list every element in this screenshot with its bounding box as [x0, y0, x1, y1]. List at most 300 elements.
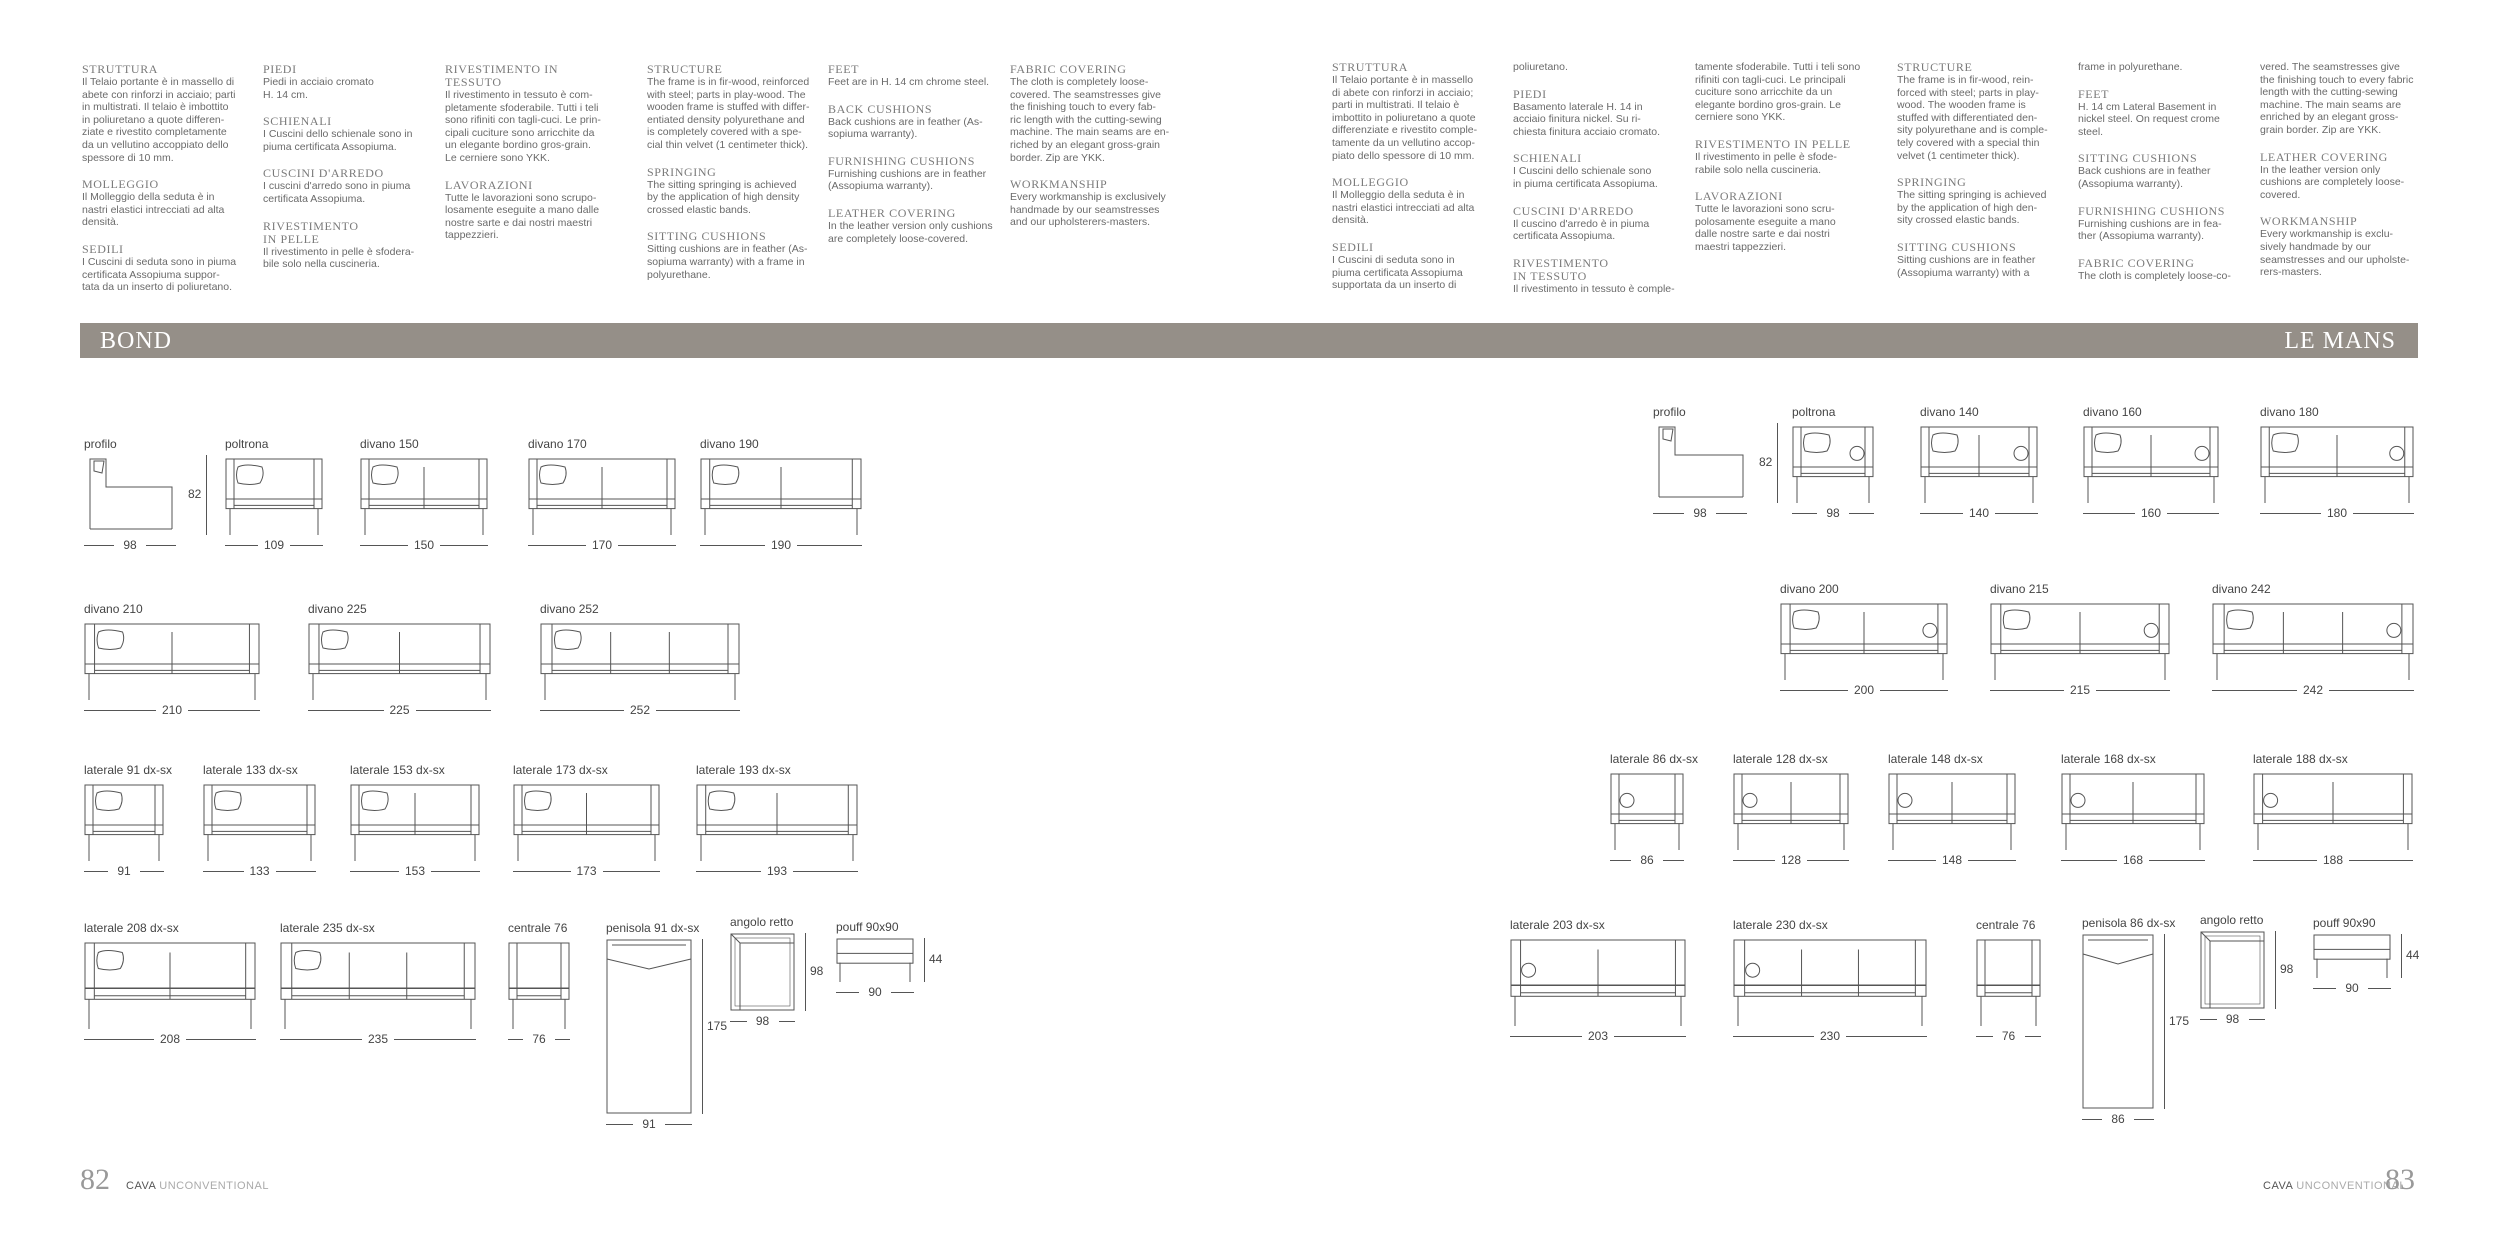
profile-outline — [90, 459, 172, 529]
model-outline — [508, 939, 570, 1029]
width-dimension: 208 — [159, 1032, 181, 1046]
spec-text: The cloth is completely loose- covered. The seamstresses give the finishing touch to every fab- ric length with the cutting-sewing machine. The main seams are en- riched by an elegant gross-grain border. Zip are YKK. — [1010, 76, 1170, 164]
spec-heading: MOLLEGGIO — [1332, 175, 1409, 190]
spec-column — [82, 63, 254, 294]
spec-heading: FURNISHING CUSHIONS — [828, 153, 976, 168]
sofa-outline — [1734, 940, 1926, 1026]
model-label: laterale 203 dx-sx — [1510, 918, 1605, 932]
model-label: divano 210 — [84, 602, 143, 616]
sofa-outline — [309, 624, 490, 700]
dimension-line — [1888, 860, 1936, 861]
model-outline — [84, 620, 260, 700]
model-outline — [1990, 600, 2170, 680]
pouf-outline — [2314, 935, 2390, 978]
sofa-outline — [2254, 774, 2412, 850]
model-label: laterale 173 dx-sx — [513, 763, 608, 777]
width-dimension: 252 — [629, 703, 651, 717]
width-dimension: 90 — [868, 985, 882, 999]
model-outline — [2260, 423, 2414, 503]
dimension-line — [730, 1021, 747, 1022]
model-outline — [606, 939, 692, 1114]
width-dimension: 98 — [1693, 506, 1707, 520]
spec-text: Il Telaio portante è in massello di abete con rinforzi in acciaio; parti in multistrati. Il telaio è imbottito in poliuretano a quote differen- ziate e rivestito completamente da un vellutino accoppiato dello spessore di 10 mm. — [82, 76, 236, 164]
dimension-line — [2349, 860, 2413, 861]
spec-heading: FABRIC COVERING — [1010, 62, 1127, 76]
width-dimension: 190 — [770, 538, 792, 552]
model-label: laterale 235 dx-sx — [280, 921, 375, 935]
height-dimension: 44 — [929, 952, 943, 966]
spec-heading: SITTING CUSHIONS — [1897, 239, 2017, 254]
dimension-line — [394, 1039, 476, 1040]
brand-name: CAVA — [126, 1180, 156, 1192]
model-label: angolo retto — [730, 915, 794, 929]
model-outline — [203, 781, 316, 861]
height-dimension: 98 — [810, 964, 824, 978]
model-label: profilo — [1653, 405, 1686, 419]
dimension-line — [203, 871, 244, 872]
model-outline — [2313, 934, 2391, 978]
model-outline — [513, 781, 660, 861]
spec-text: Il rivestimento in pelle è sfode- rabile solo nella cuscineria. — [1695, 150, 1837, 176]
width-dimension: 91 — [642, 1117, 656, 1131]
dimension-line — [1663, 860, 1684, 861]
sofa-outline — [697, 785, 857, 861]
dimension-line — [1780, 690, 1848, 691]
spec-column — [828, 63, 1000, 245]
spec-column — [1897, 61, 2069, 279]
dimension-line — [290, 545, 323, 546]
dimension-line — [84, 710, 156, 711]
sofa-outline — [351, 785, 479, 861]
model-outline — [350, 781, 480, 861]
model-label: pouff 90x90 — [2313, 916, 2376, 930]
dimension-line — [1846, 1036, 1927, 1037]
dimension-line — [2401, 934, 2402, 978]
model-outline — [1733, 936, 1927, 1026]
model-label: laterale 153 dx-sx — [350, 763, 445, 777]
spec-heading: STRUCTURE — [1897, 60, 1973, 74]
sofa-outline — [281, 943, 475, 1029]
spec-heading: RIVESTIMENTO IN PELLE — [263, 218, 359, 246]
width-dimension: 98 — [755, 1014, 770, 1028]
spec-heading: RIVESTIMENTO IN TESSUTO — [445, 62, 559, 89]
dimension-line — [1807, 860, 1849, 861]
model-outline — [2082, 934, 2154, 1109]
dimension-line — [2061, 860, 2117, 861]
dimension-line — [1920, 513, 1963, 514]
spec-text: Feet are in H. 14 cm chrome steel. — [828, 76, 990, 88]
dimension-line — [2249, 1019, 2266, 1020]
sofa-outline — [509, 943, 569, 1029]
dimension-line — [603, 871, 661, 872]
sofa-outline — [701, 459, 861, 535]
dimension-line — [618, 545, 676, 546]
spec-column — [263, 63, 435, 271]
model-label: laterale 193 dx-sx — [696, 763, 791, 777]
spec-text: The frame is in fir-wood, rein- forced with steel; parts in play- wood. The wooden frame is stuffed with differentiated den- sity polyurethane and is comple- tely covered with a special thin velvet (1 centimeter thick). — [1897, 74, 2048, 162]
spec-text: Furnishing cushions are in fea- ther (Assopiuma warranty). — [2078, 217, 2222, 243]
spec-heading: SITTING CUSHIONS — [647, 229, 767, 244]
model-outline — [1733, 770, 1849, 850]
model-label: laterale 208 dx-sx — [84, 921, 179, 935]
spec-heading: SPRINGING — [1897, 175, 1967, 190]
dimension-line — [513, 871, 571, 872]
spec-text: The sitting springing is achieved by the application of high density crossed elastic bands. — [647, 178, 800, 216]
sofa-outline — [85, 943, 255, 1029]
dimension-line — [606, 1124, 633, 1125]
width-dimension: 153 — [404, 864, 426, 878]
sofa-outline — [85, 624, 259, 700]
sofa-outline — [85, 785, 163, 861]
dimension-line — [2083, 513, 2135, 514]
corner-outline — [2201, 932, 2264, 1008]
model-label: centrale 76 — [508, 921, 568, 935]
spec-text: Il rivestimento in tessuto è comple- — [1513, 282, 1675, 295]
width-dimension: 109 — [263, 538, 285, 552]
spec-text: poliuretano. — [1513, 61, 1568, 73]
dimension-line — [1733, 1036, 1814, 1037]
dimension-line — [805, 933, 806, 1011]
model-label: divano 242 — [2212, 582, 2271, 596]
width-dimension: 76 — [532, 1032, 546, 1046]
width-dimension: 86 — [1640, 853, 1654, 867]
dimension-line — [350, 871, 399, 872]
width-dimension: 170 — [591, 538, 613, 552]
model-outline — [700, 455, 862, 535]
dimension-line — [779, 1021, 796, 1022]
spec-text: Il Molleggio della seduta è in nastri elastici intrecciati ad alta densità. — [1332, 189, 1475, 227]
sofa-outline — [1781, 604, 1947, 680]
spec-heading: LEATHER COVERING — [2260, 149, 2388, 164]
model-outline — [2253, 770, 2413, 850]
dimension-line — [280, 1039, 362, 1040]
sofa-outline — [2084, 427, 2218, 503]
dimension-line — [1653, 513, 1684, 514]
dimension-line — [188, 710, 260, 711]
width-dimension: 173 — [576, 864, 597, 878]
dimension-line — [360, 545, 408, 546]
dimension-line — [528, 545, 586, 546]
spec-text: Il Telaio portante è in massello di abete con rinforzi in acciaio; parti in multistrati. Il telaio è imbottito in poliuretano a quote differenziate e rivestito comple- tamente da un vellutino accop- piato dello spessore di 10 mm. — [1332, 74, 1478, 162]
chaise-outline — [607, 940, 691, 1113]
spec-text: Tutte le lavorazioni sono scru- polosamente eseguite a mano dalle nostre sarte e dai nostri maestri tappezzieri. — [1695, 203, 1836, 253]
spec-heading: MOLLEGGIO — [82, 177, 159, 192]
height-dimension: 175 — [2169, 1013, 2190, 1028]
spec-text: Every workmanship is exclu- sively handmade by our seamstresses and our upholste- rers-masters. — [2260, 228, 2410, 279]
height-dimension: 44 — [2406, 948, 2420, 962]
dimension-line — [2253, 860, 2317, 861]
model-label: divano 252 — [540, 602, 599, 616]
dimension-line — [1976, 1036, 1993, 1037]
spec-column — [647, 63, 819, 281]
model-outline — [696, 781, 858, 861]
spec-text: In the leather version only cushions are completely loose-covered. — [828, 219, 993, 245]
width-dimension: 225 — [389, 703, 410, 717]
model-outline — [1920, 423, 2038, 503]
spec-text: H. 14 cm Lateral Basement in nickel steel. On request crome steel. — [2078, 100, 2220, 138]
width-dimension: 90 — [2345, 981, 2359, 995]
dimension-line — [1510, 1036, 1582, 1037]
dimension-line — [540, 710, 624, 711]
dimension-line — [2260, 513, 2321, 514]
spec-heading: STRUTTURA — [1332, 60, 1409, 74]
spec-text: Every workmanship is exclusively handmade by our seamstresses and our upholsterers-masters. — [1010, 191, 1166, 229]
model-label: penisola 91 dx-sx — [606, 921, 700, 935]
spec-heading: SITTING CUSHIONS — [2078, 151, 2198, 166]
model-label: divano 200 — [1780, 582, 1839, 596]
dimension-line — [2329, 690, 2414, 691]
spec-text: I cuscini d'arredo sono in piuma certificata Assopiuma. — [263, 180, 411, 205]
dimension-line — [225, 545, 258, 546]
dimension-line — [555, 1039, 570, 1040]
width-dimension: 230 — [1819, 1029, 1841, 1043]
spec-heading: SPRINGING — [647, 164, 717, 179]
spec-text: The sitting springing is achieved by the application of high den- sity crossed elastic bands. — [1897, 189, 2047, 227]
dimension-line — [2353, 513, 2414, 514]
dimension-line — [2313, 988, 2336, 989]
spec-heading: PIEDI — [1513, 86, 1547, 101]
width-dimension: 140 — [1968, 506, 1990, 520]
dimension-line — [1614, 1036, 1686, 1037]
spec-heading: FABRIC COVERING — [2078, 255, 2195, 270]
spec-text: Back cushions are in feather (Assopiuma warranty). — [2078, 165, 2211, 190]
spec-heading: RIVESTIMENTO IN TESSUTO — [1513, 255, 1609, 283]
dimension-line — [431, 871, 480, 872]
width-dimension: 160 — [2140, 506, 2162, 520]
model-outline — [308, 620, 491, 700]
spec-text: tamente sfoderabile. Tutti i teli sono rifiniti con tagli-cuci. Le principali cuciture sono arricchite da un elegante bordino gros-grain. Le cerniere sono YKK. — [1695, 61, 1861, 124]
sofa-outline — [1977, 940, 2040, 1026]
spec-heading: RIVESTIMENTO IN PELLE — [1695, 136, 1851, 151]
dimension-line — [1716, 513, 1747, 514]
dimension-line — [700, 545, 765, 546]
spec-column — [1332, 61, 1504, 292]
dimension-line — [1849, 513, 1874, 514]
spec-column — [1513, 61, 1685, 295]
dimension-line — [2149, 860, 2205, 861]
brand-name: CAVA — [2263, 1180, 2293, 1192]
width-dimension: 133 — [249, 864, 270, 878]
model-label: divano 170 — [528, 437, 587, 451]
dimension-line — [891, 992, 914, 993]
spec-heading: CUSCINI D'ARREDO — [263, 166, 384, 181]
model-label: profilo — [84, 437, 117, 451]
sofa-outline — [514, 785, 659, 861]
dimension-line — [508, 1039, 523, 1040]
dimension-line — [186, 1039, 256, 1040]
width-dimension: 98 — [123, 538, 137, 552]
sofa-outline — [2261, 427, 2413, 503]
spec-heading: PIEDI — [263, 62, 297, 76]
model-label: angolo retto — [2200, 913, 2264, 927]
model-outline — [1653, 423, 1747, 503]
spec-heading: FEET — [2078, 86, 2110, 101]
dimension-line — [656, 710, 740, 711]
dimension-line — [2134, 1119, 2154, 1120]
dimension-line — [2164, 934, 2165, 1109]
dimension-line — [793, 871, 858, 872]
dimension-line — [416, 710, 492, 711]
model-outline — [2083, 423, 2219, 503]
dimension-line — [84, 871, 108, 872]
spec-text: The cloth is completely loose-co- — [2078, 269, 2231, 282]
dimension-line — [1733, 860, 1775, 861]
model-label: laterale 91 dx-sx — [84, 763, 173, 777]
model-outline — [528, 455, 676, 535]
lemans-title: LE MANS — [2284, 328, 2396, 354]
dimension-line — [84, 545, 114, 546]
spec-heading: WORKMANSHIP — [2260, 214, 2358, 229]
height-dimension: 82 — [1759, 455, 1773, 469]
model-outline — [2200, 931, 2265, 1009]
model-label: divano 150 — [360, 437, 419, 451]
dimension-line — [2167, 513, 2219, 514]
model-outline — [225, 455, 323, 535]
spec-heading: LEATHER COVERING — [828, 205, 956, 220]
width-dimension: 235 — [367, 1032, 389, 1046]
spec-text: In the leather version only cushions are completely loose- covered. — [2260, 163, 2405, 201]
width-dimension: 193 — [766, 864, 788, 878]
width-dimension: 168 — [2122, 853, 2144, 867]
model-outline — [84, 781, 164, 861]
spec-text: Sitting cushions are in feather (As- sopiuma warranty) with a frame in polyurethane. — [647, 243, 808, 281]
pouf-outline — [837, 939, 913, 982]
model-label: laterale 230 dx-sx — [1733, 918, 1828, 932]
spec-text: Il rivestimento in tessuto è com- pletamente sfoderabile. Tutti i teli sono rifiniti con tagli-cuci. Le prin- cipali cuciture sono arricchite da un elegante bordino gros-grain. Le cerniere sono YKK. — [445, 89, 601, 164]
width-dimension: 91 — [117, 864, 131, 878]
model-outline — [1610, 770, 1684, 850]
model-outline — [1792, 423, 1874, 503]
model-outline — [540, 620, 740, 700]
model-label: laterale 188 dx-sx — [2253, 752, 2348, 766]
dimension-line — [308, 710, 384, 711]
model-label: poltrona — [225, 437, 269, 451]
model-label: divano 180 — [2260, 405, 2319, 419]
corner-outline — [731, 934, 794, 1010]
spec-heading: STRUTTURA — [82, 62, 159, 76]
dimension-line — [1968, 860, 2016, 861]
model-label: laterale 86 dx-sx — [1610, 752, 1699, 766]
model-outline — [730, 933, 795, 1011]
spec-heading: FURNISHING CUSHIONS — [2078, 203, 2226, 218]
model-outline — [836, 938, 914, 982]
dimension-line — [1610, 860, 1631, 861]
sofa-outline — [361, 459, 487, 535]
width-dimension: 148 — [1941, 853, 1963, 867]
model-outline — [1888, 770, 2016, 850]
sofa-outline — [1889, 774, 2015, 850]
sofa-outline — [226, 459, 322, 535]
brand-left — [126, 1180, 269, 1192]
model-label: poltrona — [1792, 405, 1836, 419]
dimension-line — [2096, 690, 2170, 691]
sofa-outline — [2062, 774, 2204, 850]
width-dimension: 98 — [1826, 506, 1840, 520]
spec-text: vered. The seamstresses give the finishing touch to every fabric length with the cutting-sewing machine. The main seams are enriched by an elegant gross- grain border. Zip are YKK. — [2260, 61, 2414, 136]
dimension-line — [146, 545, 176, 546]
sofa-outline — [541, 624, 739, 700]
dimension-line — [1990, 690, 2064, 691]
spec-text: Il cuscino d'arredo è in piuma certificata Assopiuma. — [1513, 217, 1650, 243]
spec-text: I Cuscini di seduta sono in piuma certificata Assopiuma suppor- tata da un inserto di poliuretano. — [82, 255, 237, 294]
width-dimension: 98 — [2225, 1012, 2240, 1026]
spec-text: I Cuscini dello schienale sono in piuma certificata Assopiuma. — [263, 128, 413, 153]
spec-column — [1695, 61, 1867, 254]
model-label: divano 225 — [308, 602, 367, 616]
dimension-line — [206, 455, 207, 535]
model-label: divano 160 — [2083, 405, 2142, 419]
height-dimension: 175 — [707, 1018, 728, 1033]
dimension-line — [84, 1039, 154, 1040]
spec-text: I Cuscini di seduta sono in piuma certificata Assopiuma supportata da un inserto di — [1332, 253, 1463, 292]
spec-heading: FEET — [828, 62, 860, 76]
model-outline — [280, 939, 476, 1029]
sofa-outline — [204, 785, 315, 861]
sofa-outline — [1921, 427, 2037, 503]
height-dimension: 98 — [2280, 962, 2294, 976]
model-outline — [2061, 770, 2205, 850]
spec-text: Basamento laterale H. 14 in acciaio finitura nickel. Su ri- chiesta finitura acciaio cromato. — [1513, 100, 1661, 138]
spec-column — [1010, 63, 1182, 229]
sofa-outline — [2213, 604, 2413, 680]
dimension-line — [2368, 988, 2391, 989]
model-outline — [1510, 936, 1686, 1026]
width-dimension: 128 — [1780, 853, 1802, 867]
model-outline — [84, 455, 176, 535]
spec-text: Il Molleggio della seduta è in nastri elastici intrecciati ad alta densità. — [82, 191, 225, 229]
chaise-outline — [2083, 935, 2153, 1108]
page-number-left: 82 — [80, 1163, 110, 1196]
sofa-outline — [529, 459, 675, 535]
model-label: divano 215 — [1990, 582, 2049, 596]
width-dimension: 242 — [2302, 683, 2324, 697]
sofa-outline — [1611, 774, 1683, 850]
dimension-line — [276, 871, 317, 872]
model-outline — [84, 939, 256, 1029]
dimension-line — [2082, 1119, 2102, 1120]
model-label: centrale 76 — [1976, 918, 2036, 932]
dimension-line — [2025, 1036, 2042, 1037]
width-dimension: 210 — [161, 703, 183, 717]
dimension-line — [1880, 690, 1948, 691]
model-outline — [360, 455, 488, 535]
model-label: pouff 90x90 — [836, 920, 899, 934]
page-number-right: 83 — [2385, 1163, 2415, 1196]
dimension-line — [1995, 513, 2038, 514]
profile-outline — [1659, 427, 1743, 497]
spec-heading: SEDILI — [1332, 239, 1374, 254]
width-dimension: 200 — [1853, 683, 1875, 697]
section-band — [80, 323, 2418, 358]
sofa-outline — [1793, 427, 1873, 503]
spec-heading: SCHIENALI — [263, 114, 332, 129]
model-label: laterale 168 dx-sx — [2061, 752, 2156, 766]
spec-text: Furnishing cushions are in feather (Assopiuma warranty). — [828, 167, 987, 193]
model-label: laterale 128 dx-sx — [1733, 752, 1828, 766]
dimension-line — [2275, 931, 2276, 1009]
dimension-line — [797, 545, 862, 546]
dimension-line — [924, 938, 925, 982]
dimension-line — [2212, 690, 2297, 691]
model-outline — [1976, 936, 2041, 1026]
spec-heading: WORKMANSHIP — [1010, 177, 1108, 192]
spec-text: Tutte le lavorazioni sono scrupo- losamente eseguite a mano dalle nostre sarte e dai nostri maestri tappezzieri. — [445, 191, 600, 242]
spec-text: I Cuscini dello schienale sono in piuma certificata Assopiuma. — [1513, 165, 1658, 190]
dimension-line — [1792, 513, 1817, 514]
spec-column — [445, 63, 617, 242]
collection-name: UNCONVENTIONAL — [2296, 1180, 2406, 1192]
model-label: laterale 133 dx-sx — [203, 763, 298, 777]
